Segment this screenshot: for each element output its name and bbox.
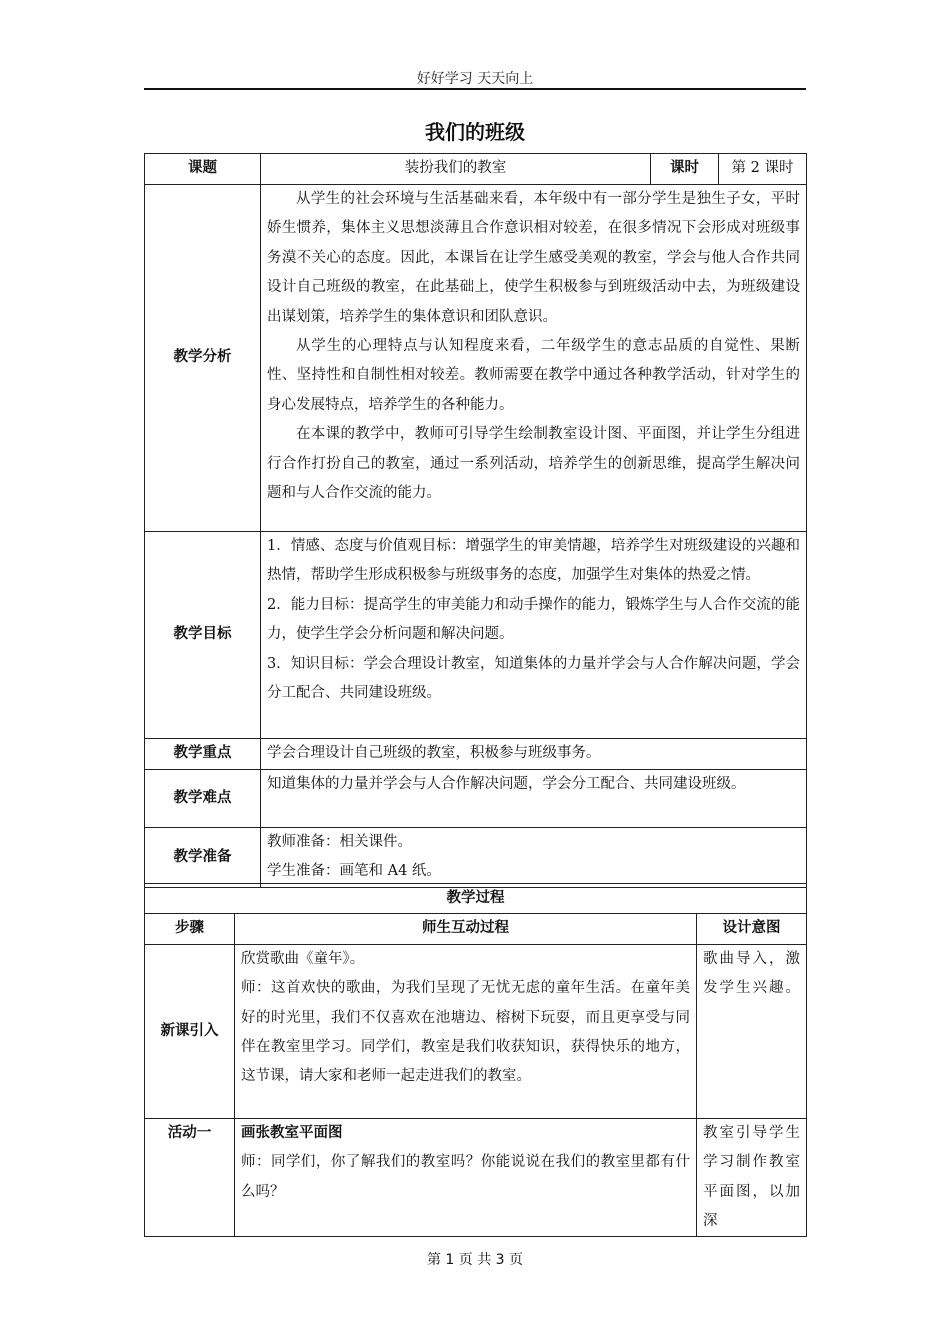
process-line: 师：同学们，你了解我们的教室吗？你能说说在我们的教室里都有什么吗？ [241, 1154, 690, 1200]
step-label: 新课引入 [145, 944, 235, 1118]
analysis-label: 教学分析 [145, 185, 261, 532]
page-footer: 第 1 页 共 3 页 [426, 1252, 524, 1268]
lesson-info-table [144, 153, 807, 888]
step-label: 活动一 [145, 1118, 235, 1237]
key-point-value: 学会合理设计自己班级的教室，积极参与班级事务。 [261, 739, 807, 770]
header-rule [144, 88, 806, 90]
difficulty-label: 教学难点 [145, 770, 261, 828]
column-header-step: 步骤 [145, 914, 235, 944]
preparation-row [145, 828, 807, 888]
key-point-row [145, 739, 807, 770]
preparation-content [261, 828, 807, 888]
topic-value: 装扮我们的教室 [261, 154, 651, 185]
difficulty-value: 知道集体的力量并学会与人合作解决问题，学会分工配合、共同建设班级。 [261, 770, 807, 828]
process-line: 欣赏歌曲《童年》。 [241, 950, 365, 967]
goals-label: 教学目标 [145, 532, 261, 739]
difficulty-row [145, 770, 807, 828]
process-title: 教学过程 [145, 884, 807, 914]
preparation-label: 教学准备 [145, 828, 261, 888]
analysis-paragraph: 在本课的教学中，教师可引导学生绘制教室设计图、平面图，并让学生分组进行合作打扮自己的教室，通过一系列活动，培养学生的创新思维，提高学生解决问题和与人合作交流的能力。 [267, 426, 800, 502]
process-content [235, 1118, 697, 1237]
analysis-paragraph: 从学生的社会环境与生活基础来看，本年级中有一部分学生是独生子女，平时娇生惯养，集体主义思想淡薄且合作意识相对较差，在很多情况下会形成对班级事务漠不关心的态度。因此，本课旨在让学生感受美观的教室，学会与他人合作共同设计自己班级的教室，在此基础上，使学生积极参与到班级活动中去，为班级建设出谋划策，培养学生的集体意识和团队意识。 [267, 191, 800, 325]
preparation-item: 学生准备：画笔和 A4 纸。 [267, 863, 441, 880]
process-header-row [145, 914, 807, 944]
preparation-item: 教师准备：相关课件。 [267, 834, 412, 850]
page-header: 好好学习 天天向上 [416, 71, 534, 87]
document-title: 我们的班级 [425, 120, 525, 144]
period-value: 第 2 课时 [719, 154, 807, 185]
goal-item: 1．情感、态度与价值观目标：增强学生的审美情趣，培养学生对班级建设的兴趣和热情，帮助学生形成积极参与班级事务的态度，加强学生对集体的热爱之情。 [267, 538, 800, 584]
process-line: 师：这首欢快的歌曲，为我们呈现了无忧无虑的童年生活。在童年美好的时光里，我们不仅喜欢在池塘边、榕树下玩耍，而且更享受与同伴在教室里学习。同学们，教室是我们收获知识，获得快乐的地方，这节课，请大家和老师一起走进我们的教室。 [241, 980, 690, 1085]
analysis-paragraph: 从学生的心理特点与认知程度来看，二年级学生的意志品质的自觉性、果断性、坚持性和自制性相对较差。教师需要在教学中通过各种教学活动，针对学生的身心发展特点，培养学生的各种能力。 [267, 338, 800, 413]
table-row [145, 1118, 807, 1237]
period-label: 课时 [651, 154, 719, 185]
teaching-process-table [144, 883, 807, 1237]
goal-item: 2．能力目标：提高学生的审美能力和动手操作的能力，锻炼学生与人合作交流的能力，使学生学会分析问题和解决问题。 [267, 596, 800, 643]
column-header-process: 师生互动过程 [235, 914, 697, 944]
goals-row [145, 532, 807, 739]
topic-row [145, 154, 807, 185]
table-row [145, 944, 807, 1118]
process-content [235, 944, 697, 1118]
activity-heading: 画张教室平面图 [241, 1124, 343, 1141]
goals-content [261, 532, 807, 739]
analysis-content [261, 185, 807, 532]
design-intent: 歌曲导入，激发学生兴趣。 [697, 944, 807, 1118]
process-title-row [145, 884, 807, 914]
goal-item: 3．知识目标：学会合理设计教室，知道集体的力量并学会与人合作解决问题，学会分工配合、共同建设班级。 [267, 655, 800, 702]
column-header-intent: 设计意图 [697, 914, 807, 944]
design-intent: 教室引导学生学习制作教室平面图，以加深 [697, 1118, 807, 1237]
topic-label: 课题 [145, 154, 261, 185]
analysis-row [145, 185, 807, 532]
key-point-label: 教学重点 [145, 739, 261, 770]
